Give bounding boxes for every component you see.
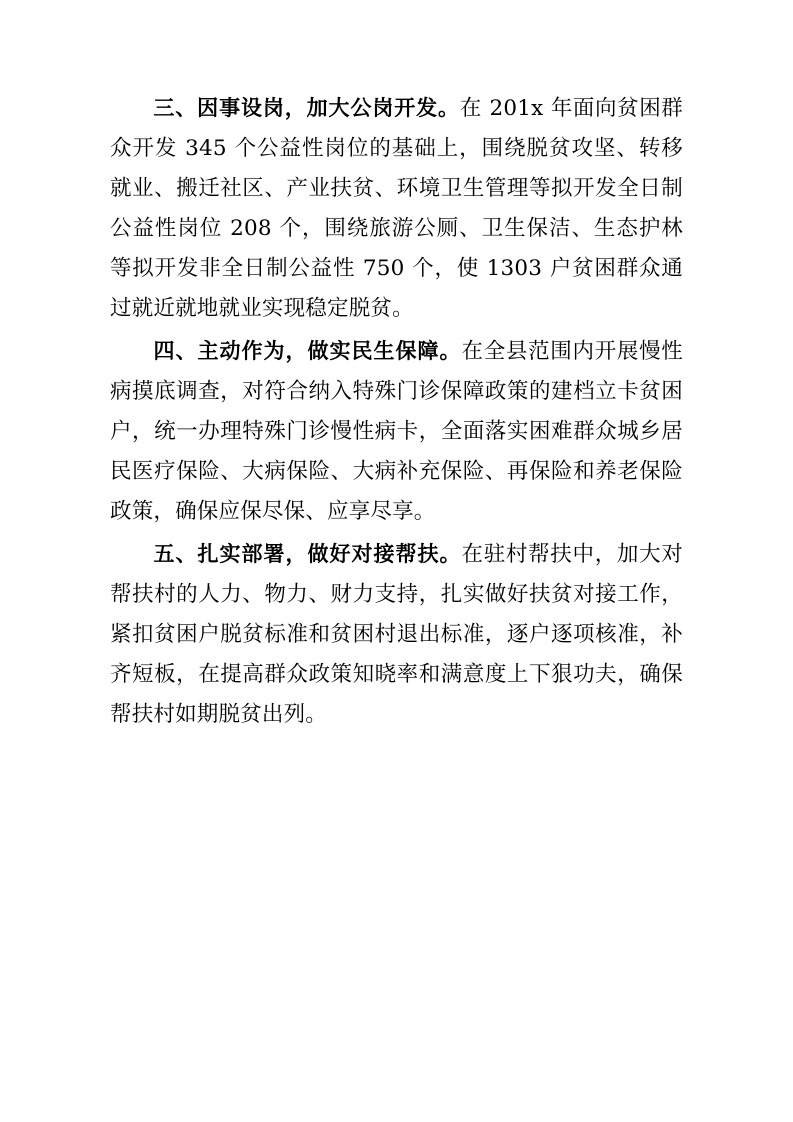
paragraph-text: 在 201x 年面向贫困群众开发 345 个公益性岗位的基础上，围绕脱贫攻坚、转移就业、搬迁社区、产业扶贫、环境卫生管理等拟开发全日制公益性岗位 208 个，围绕旅游公厕、卫生保洁、生态护林等拟开发非全日制公益性 750 个，使 1303 户贫困群众通过就近就地就业实现稳定脱贫。: [110, 96, 684, 321]
paragraph-section-four: [110, 331, 683, 532]
paragraph-section-three: [110, 88, 683, 329]
paragraph-text: 在全县范围内开展慢性病摸底调查，对符合纳入特殊门诊保障政策的建档立卡贫困户，统一办理特殊门诊慢性病卡，全面落实困难群众城乡居民医疗保险、大病保险、大病补充保险、再保险和养老保险政策，确保应保尽保、应享尽享。: [110, 339, 683, 524]
paragraph-text: 在驻村帮扶中，加大对帮扶村的人力、物力、财力支持，扎实做好扶贫对接工作，紧扣贫困户脱贫标准和贫困村退出标准，逐户逐项核准，补齐短板，在提高群众政策知晓率和满意度上下狠功夫，确保帮扶村如期脱贫出列。: [110, 542, 683, 727]
document-body: [110, 88, 683, 735]
paragraph-heading: 四、主动作为，做实民生保障。: [153, 339, 462, 363]
paragraph-heading: 三、因事设岗，加大公岗开发。: [153, 96, 460, 120]
paragraph-heading: 五、扎实部署，做好对接帮扶。: [153, 542, 462, 566]
paragraph-section-five: [110, 534, 683, 735]
